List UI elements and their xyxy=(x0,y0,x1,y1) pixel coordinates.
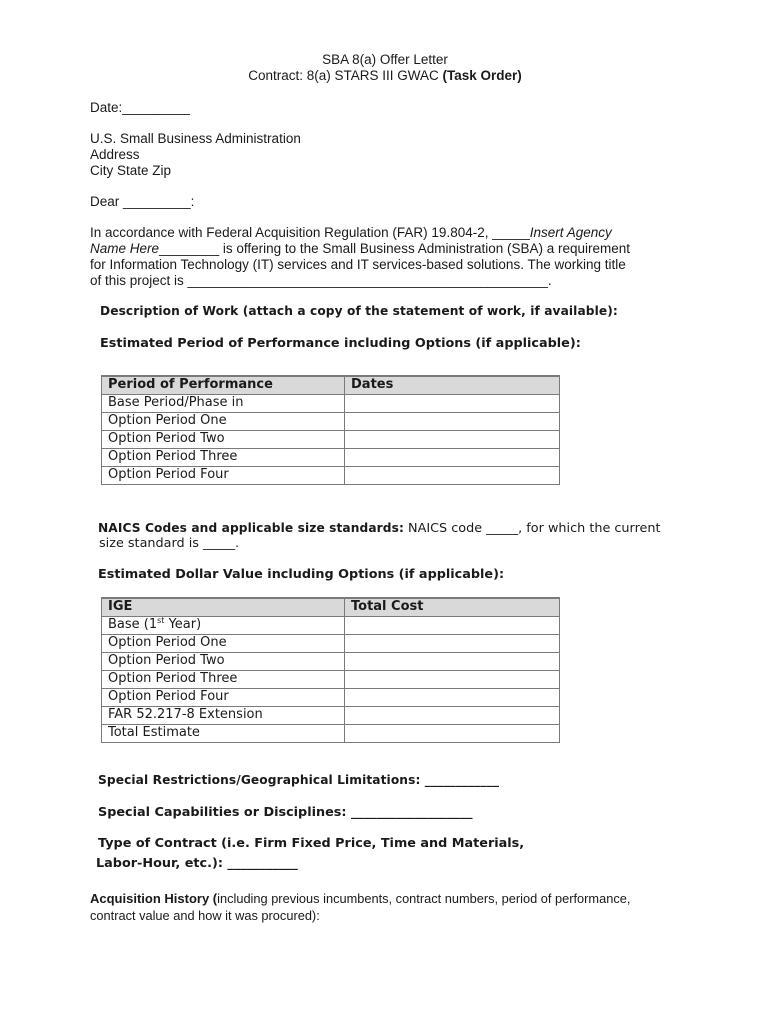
letter-title: SBA 8(a) Offer Letter xyxy=(322,52,448,67)
cost-cell[interactable] xyxy=(345,653,560,671)
ige-cell: Option Period Three xyxy=(102,671,345,689)
cost-cell[interactable] xyxy=(345,635,560,653)
base-year-text: Base (1 xyxy=(108,617,158,632)
table-header-row xyxy=(102,598,560,617)
address-line-3: City State Zip xyxy=(90,163,172,178)
intro-line-2 xyxy=(90,241,630,256)
intro-text-1: In accordance with Federal Acquisition Regulation (FAR) 19.804-2, _____ xyxy=(90,225,530,240)
dates-cell[interactable] xyxy=(345,449,560,467)
table-row xyxy=(102,413,560,431)
naics-line-2: size standard is _____. xyxy=(99,536,240,551)
table-row xyxy=(102,395,560,413)
period-cell: Option Period One xyxy=(102,413,345,431)
table-row xyxy=(102,467,560,485)
column-header: Total Cost xyxy=(345,598,560,617)
period-cell: Option Period Three xyxy=(102,449,345,467)
naics-label: NAICS Codes and applicable size standards: xyxy=(98,521,404,535)
acquisition-history-line-2: contract value and how it was procured): xyxy=(90,908,320,923)
cost-cell[interactable] xyxy=(345,671,560,689)
column-header: Dates xyxy=(345,376,560,395)
table-header-row xyxy=(102,376,560,395)
period-cell: Option Period Four xyxy=(102,467,345,485)
table-row xyxy=(102,671,560,689)
base-year-suffix: Year) xyxy=(164,617,202,632)
cost-cell[interactable] xyxy=(345,707,560,725)
ige-cell: FAR 52.217-8 Extension xyxy=(102,707,345,725)
intro-line-4: of this project is ________________________________________________. xyxy=(90,273,552,288)
dates-cell[interactable] xyxy=(345,467,560,485)
dollar-value-label: Estimated Dollar Value including Options (if applicable): xyxy=(98,567,505,582)
intro-text-2: ________ is offering to the Small Business Administration (SBA) a requirement xyxy=(159,241,631,256)
address-line-1: U.S. Small Business Administration xyxy=(90,131,301,146)
address-line-2: Address xyxy=(90,147,140,162)
dates-cell[interactable] xyxy=(345,413,560,431)
special-restrictions-label: Special Restrictions/Geographical Limitations: ____________ xyxy=(98,773,500,787)
period-table xyxy=(101,375,560,485)
description-of-work-label: Description of Work (attach a copy of the statement of work, if available): xyxy=(100,304,618,318)
cost-cell[interactable] xyxy=(345,617,560,635)
intro-line-3: for Information Technology (IT) services and IT services-based solutions. The working title xyxy=(90,257,626,272)
agency-name-placeholder: Name Here xyxy=(90,241,160,256)
ige-cell: Total Estimate xyxy=(102,725,345,743)
table-row xyxy=(102,449,560,467)
intro-line-1 xyxy=(90,225,612,240)
ige-cell: Option Period Two xyxy=(102,653,345,671)
period-of-performance-label: Estimated Period of Performance including Options (if applicable): xyxy=(100,336,581,351)
acquisition-history-label: Acquisition History ( xyxy=(90,891,218,906)
insert-agency-placeholder: Insert Agency xyxy=(529,225,612,240)
table-row xyxy=(102,707,560,725)
table-row xyxy=(102,653,560,671)
contract-type-line-1: Type of Contract (i.e. Firm Fixed Price, Time and Materials, xyxy=(98,836,525,851)
salutation: Dear _________: xyxy=(90,194,195,209)
special-capabilities-label: Special Capabilities or Disciplines: ___________________ xyxy=(98,805,473,820)
table-row xyxy=(102,617,560,635)
naics-text: NAICS code _____, for which the current xyxy=(403,521,661,536)
contract-line xyxy=(0,68,770,83)
cost-cell[interactable] xyxy=(345,725,560,743)
acquisition-history-line-1 xyxy=(90,891,630,906)
ordinal-superscript: st xyxy=(157,616,165,625)
table-row xyxy=(102,689,560,707)
period-cell: Base Period/Phase in xyxy=(102,395,345,413)
contract-type-line-2: Labor-Hour, etc.): ___________ xyxy=(96,856,298,871)
ige-cell: Option Period Four xyxy=(102,689,345,707)
column-header: IGE xyxy=(102,598,345,617)
contract-text: Contract: 8(a) STARS III GWAC xyxy=(248,68,443,83)
acquisition-history-text: including previous incumbents, contract numbers, period of performance, xyxy=(217,891,631,906)
period-cell: Option Period Two xyxy=(102,431,345,449)
cost-table xyxy=(101,597,560,743)
ige-cell xyxy=(102,617,345,635)
table-row xyxy=(102,725,560,743)
task-order-label: (Task Order) xyxy=(442,68,522,83)
date-field: Date:_________ xyxy=(90,100,190,115)
table-row xyxy=(102,635,560,653)
table-row xyxy=(102,431,560,449)
column-header: Period of Performance xyxy=(102,376,345,395)
ige-cell: Option Period One xyxy=(102,635,345,653)
naics-line-1 xyxy=(98,520,661,536)
cost-cell[interactable] xyxy=(345,689,560,707)
dates-cell[interactable] xyxy=(345,431,560,449)
dates-cell[interactable] xyxy=(345,395,560,413)
